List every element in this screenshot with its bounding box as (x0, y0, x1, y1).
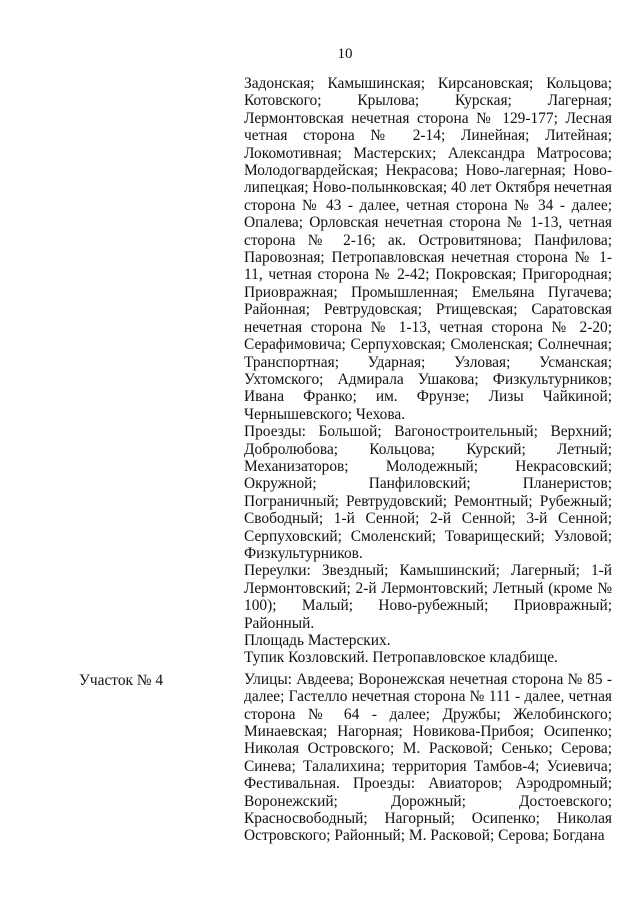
page-number: 10 (337, 46, 353, 62)
deadend: Тупик Козловский. Петропавловское кладбище. (244, 649, 558, 667)
lanes: Переулки: Звездный; Камышинский; Лагерный; 1-й Лермонтовский; 2-й Лермонтовский; Летный (кроме № 100); Малый; Ново-рубежный; Приовражный; Районный. (244, 562, 612, 632)
streets-continued: Задонская; Камышинская; Кирсановская; Кольцова; Котовского; Крылова; Курская; Лагерная; Лермонтовская нечетная сторона № 129-177; Лесная четная сторона № 2-14; Линейная; Литейная; Локомотивная; Мастерских; Александра Матросова; Молодогвардейская; Некрасова; Ново-лагерная; Ново-липецкая; Ново-полынковская; 40 лет Октября нечетная сторона № 43 - далее, четная сторона № 34 - далее; Опалева; Орловская нечетная сторона № 1-13, четная сторона № 2-16; ак. Островитянова; Панфилова; Паровозная; Петропавловская нечетная сторона № 1-11, четная сторона № 2-42; Покровская; Пригородная; Приовражная; Промышленная; Емельяна Пугачева; Районная; Ревтрудовская; Ртищевская; Саратовская нечетная сторона № 1-13, четная сторона № 2-20; Серафимовича; Серпуховская; Смоленская; Солнечная; Транспортная; Ударная; Узловая; Усманская; Ухтомского; Адмирала Ушакова; Физкультурников; Ивана Франко; им. Фрунзе; Лизы Чайкиной; Чернышевского; Чехова. (244, 75, 612, 423)
passages: Проезды: Большой; Вагоностроительный; Верхний; Добролюбова; Кольцова; Курский; Летный; Механизаторов; Молодежный; Некрасовский; Окружной; Панфиловский; Планеристов; Пограничный; Ревтрудовский; Ремонтный; Рубежный; Свободный; 1-й Сенной; 2-й Сенной; 3-й Сенной; Серпуховский; Смоленский; Товарищеский; Узловой; Физкультурников. (244, 423, 612, 562)
section-4-label: Участок № 4 (79, 672, 164, 689)
section-4-streets: Улицы: Авдеева; Воронежская нечетная сторона № 85 - далее; Гастелло нечетная сторона № 111 - далее, четная сторона № 64 - далее; Дружбы; Желобинского; Минаевская; Нагорная; Новикова-Прибоя; Осипенко; Николая Островского; М. Расковой; Сенько; Серова; Синева; Талалихина; территория Тамбов-4; Усиевича; Фестивальная. Проезды: Авиаторов; Аэродромный; Воронежский; Дорожный; Достоевского; Красносвободный; Нагорный; Осипенко; Николая Островского; Районный; М. Расковой; Серова; Богдана (244, 670, 612, 845)
square: Площадь Мастерских. (244, 632, 391, 649)
section-3-text (244, 75, 612, 845)
